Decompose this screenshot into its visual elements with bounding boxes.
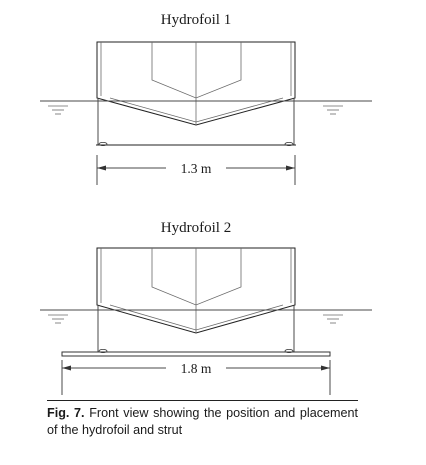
caption-text: Front view showing the position and placement of the hydrofoil and strut xyxy=(47,406,358,437)
hydrofoil-2-title: Hydrofoil 2 xyxy=(160,220,232,236)
waterline-1 xyxy=(40,101,372,114)
hydrofoil-plate-1 xyxy=(96,142,296,145)
caption-label: Fig. 7. xyxy=(47,406,85,420)
waterline-2 xyxy=(40,310,372,323)
hull-outline-2 xyxy=(97,248,295,333)
figure-caption xyxy=(47,400,358,438)
hydrofoil-1-title: Hydrofoil 1 xyxy=(160,12,232,28)
hull-outline-1 xyxy=(97,42,295,125)
hydrofoil-2-diagram xyxy=(40,220,372,395)
hydrofoil-1-diagram xyxy=(40,12,372,185)
dimension-label-2: 1.8 m xyxy=(180,361,212,376)
hydrofoil-plate-2 xyxy=(62,349,330,356)
dimension-label-1: 1.3 m xyxy=(180,161,212,176)
